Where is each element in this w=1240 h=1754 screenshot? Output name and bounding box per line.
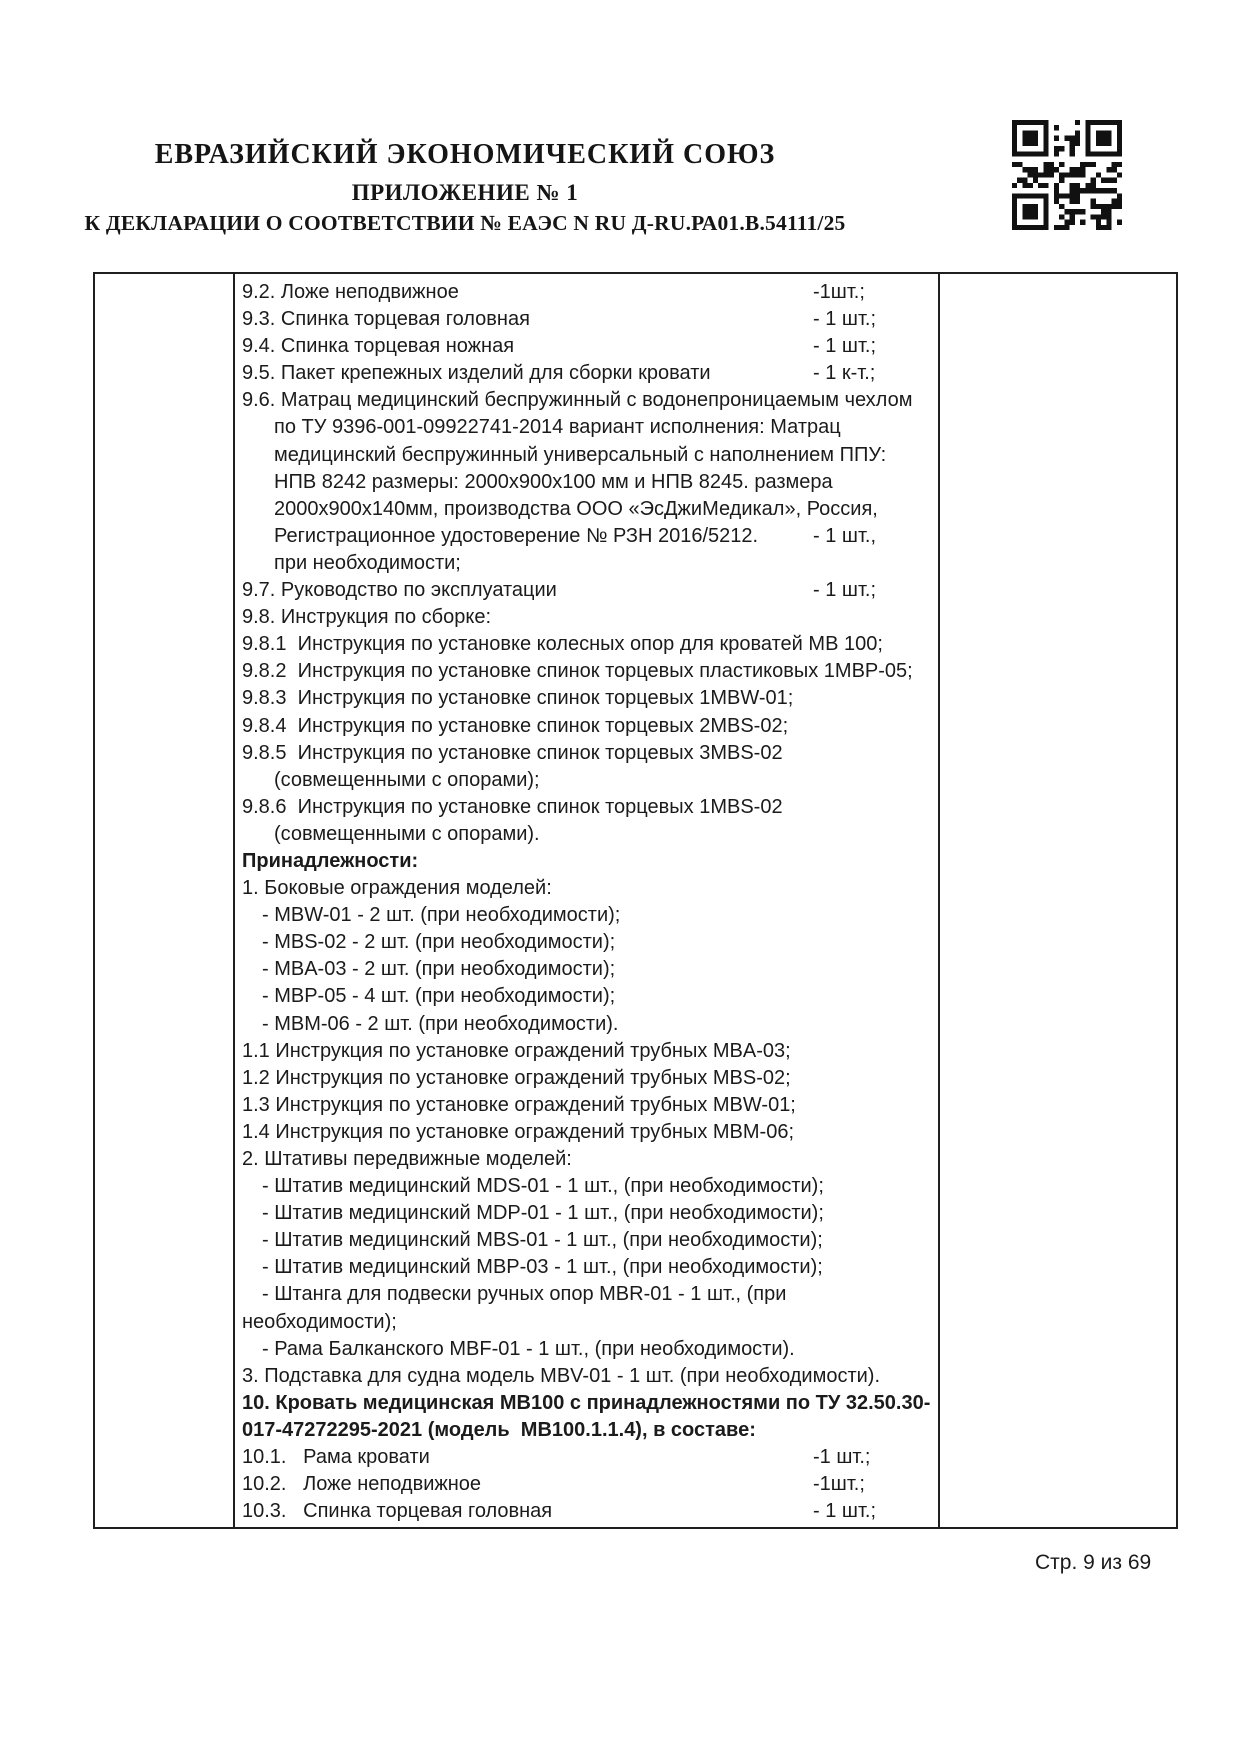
line-text: медицинский беспружинный универсальный с наполнением ППУ: <box>274 443 887 466</box>
table-row <box>235 713 938 740</box>
line-text: 1.1 Инструкция по установке ограждений трубных MBA-03; <box>242 1039 791 1062</box>
table-row <box>235 306 938 333</box>
table-row <box>235 442 938 469</box>
line-text: - Штатив медицинский MBS-01 - 1 шт., (при необходимости); <box>262 1229 823 1252</box>
line-quantity: - 1 шт.; <box>813 335 876 358</box>
line-text: 9.2. Ложе неподвижное <box>242 281 459 303</box>
line-text: 9.3. Спинка торцевая головная <box>242 308 530 331</box>
table-row <box>235 387 938 414</box>
table-column-right-empty <box>938 274 1176 1527</box>
table-row <box>235 767 938 794</box>
table-row <box>235 1065 938 1092</box>
line-text: 1. Боковые ограждения моделей: <box>242 877 552 900</box>
line-text: 9.8.3 Инструкция по установке спинок торцевых 1MBW-01; <box>242 687 794 710</box>
table-row <box>235 658 938 685</box>
line-quantity: - 1 шт.; <box>813 308 876 331</box>
line-text: - MBM-06 - 2 шт. (при необходимости). <box>262 1012 619 1035</box>
table-row <box>235 1146 938 1173</box>
table-row <box>235 1498 938 1525</box>
table-row <box>235 685 938 712</box>
line-quantity: - 1 шт., <box>813 524 876 547</box>
line-quantity: - 1 к-т.; <box>813 362 876 385</box>
line-quantity: -1шт.; <box>813 281 865 303</box>
line-text: при необходимости; <box>274 551 461 574</box>
page-number-label: Стр. 9 из 69 <box>1035 1551 1152 1574</box>
line-text: 9.8. Инструкция по сборке: <box>242 606 492 629</box>
line-text: 9.4. Спинка торцевая ножная <box>242 335 515 358</box>
table-row <box>235 1363 938 1390</box>
line-text: необходимости); <box>242 1310 397 1333</box>
line-text: 9.8.5 Инструкция по установке спинок торцевых 3MBS-02 <box>242 741 783 764</box>
table-row <box>235 1200 938 1227</box>
table-row <box>235 550 938 577</box>
line-text: Регистрационное удостоверение № РЗН 2016/5212. <box>274 524 759 547</box>
table-row <box>235 875 938 902</box>
line-text: 1.4 Инструкция по установке ограждений трубных MBM-06; <box>242 1120 795 1143</box>
line-text: 10.1. Рама кровати <box>242 1446 430 1469</box>
table-row <box>235 1390 938 1417</box>
line-text: - MBW-01 - 2 шт. (при необходимости); <box>262 904 621 927</box>
table-column-left-empty <box>95 274 235 1527</box>
line-text: 10.3. Спинка торцевая головная <box>242 1500 553 1523</box>
line-text: - Штатив медицинский MDP-01 - 1 шт., (при необходимости); <box>262 1202 824 1225</box>
table-row <box>235 794 938 821</box>
line-text: - Штатив медицинский MBP-03 - 1 шт., (при необходимости); <box>262 1256 823 1279</box>
table-row <box>235 577 938 604</box>
table-row <box>235 1092 938 1119</box>
line-text: 1.3 Инструкция по установке ограждений трубных MBW-01; <box>242 1093 796 1116</box>
table-row <box>235 956 938 983</box>
table-row <box>235 1038 938 1065</box>
line-text: - MBP-05 - 4 шт. (при необходимости); <box>262 985 616 1008</box>
line-text: 9.8.2 Инструкция по установке спинок торцевых пластиковых 1МВР-05; <box>242 660 913 683</box>
line-quantity: - 1 шт.; <box>813 579 876 602</box>
line-text: - Рама Балканского MBF-01 - 1 шт., (при необходимости). <box>262 1337 795 1360</box>
table-row <box>235 821 938 848</box>
table-row <box>235 1011 938 1038</box>
line-text: 3. Подставка для судна модель MBV-01 - 1 шт. (при необходимости). <box>242 1364 881 1387</box>
table-content <box>235 274 940 1527</box>
line-text: 9.6. Матрац медицинский беспружинный с водонепроницаемым чехлом <box>242 389 913 412</box>
line-quantity: -1 шт.; <box>813 1446 871 1469</box>
table-row <box>235 1444 938 1471</box>
appendix-subtitle: ПРИЛОЖЕНИЕ № 1 <box>351 180 579 205</box>
table-row <box>235 848 938 875</box>
line-text: - MBA-03 - 2 шт. (при необходимости); <box>262 958 616 981</box>
table-row <box>235 469 938 496</box>
table-row <box>235 740 938 767</box>
line-text: 9.7. Руководство по эксплуатации <box>242 579 557 602</box>
table-row <box>235 1417 938 1444</box>
line-text: (совмещенными с опорами); <box>274 768 540 791</box>
table-row <box>235 523 938 550</box>
line-text: 017-47272295-2021 (модель МВ100.1.1.4), в составе: <box>242 1418 756 1441</box>
line-text: НПВ 8242 размеры: 2000х900х100 мм и НПВ 8245. размера <box>274 470 833 493</box>
table-row <box>235 1119 938 1146</box>
line-text: 9.8.6 Инструкция по установке спинок торцевых 1MBS-02 <box>242 795 783 818</box>
line-text: Принадлежности: <box>242 849 419 872</box>
line-text: 1.2 Инструкция по установке ограждений трубных MBS-02; <box>242 1066 791 1089</box>
page-title: ЕВРАЗИЙСКИЙ ЭКОНОМИЧЕСКИЙ СОЮЗ <box>154 139 776 170</box>
line-text: 10.2. Ложе неподвижное <box>242 1473 482 1496</box>
line-text: 2. Штативы передвижные моделей: <box>242 1148 572 1170</box>
table-row <box>235 1309 938 1336</box>
line-quantity: -1шт.; <box>813 1473 865 1496</box>
qr-code-icon <box>1012 120 1122 230</box>
table-row <box>235 496 938 523</box>
line-text: (совмещенными с опорами). <box>274 822 540 845</box>
table-row <box>235 631 938 658</box>
line-text: 9.8.4 Инструкция по установке спинок торцевых 2MBS-02; <box>242 714 789 737</box>
table-row <box>235 1471 938 1498</box>
table-row <box>235 902 938 929</box>
table-row <box>235 1227 938 1254</box>
table-row <box>235 1254 938 1281</box>
table-row <box>235 279 938 306</box>
table-row <box>235 983 938 1010</box>
line-quantity: - 1 шт.; <box>813 1500 876 1523</box>
line-text: 10. Кровать медицинская МВ100 с принадлежностями по ТУ 32.50.30- <box>242 1391 931 1414</box>
table-row <box>235 1173 938 1200</box>
contents-table <box>93 272 1178 1529</box>
table-row <box>235 333 938 360</box>
line-text: - MBS-02 - 2 шт. (при необходимости); <box>262 931 616 954</box>
table-row <box>235 1336 938 1363</box>
line-text: 2000х900х140мм, производства ООО «ЭсДжиМедикал», Россия, <box>274 497 878 520</box>
line-text: 9.5. Пакет крепежных изделий для сборки кровати <box>242 362 711 385</box>
table-row <box>235 604 938 631</box>
table-row <box>235 414 938 441</box>
table-row <box>235 929 938 956</box>
declaration-number-line: К ДЕКЛАРАЦИИ О СООТВЕТСТВИИ № ЕАЭС N RU Д-RU.РА01.В.54111/25 <box>84 211 846 235</box>
table-row <box>235 360 938 387</box>
line-text: - Штатив медицинский MDS-01 - 1 шт., (при необходимости); <box>262 1175 824 1198</box>
line-text: 9.8.1 Инструкция по установке колесных опор для кроватей МВ 100; <box>242 633 883 656</box>
table-row <box>235 1281 938 1308</box>
line-text: по ТУ 9396-001-09922741-2014 вариант исполнения: Матрац <box>274 416 841 439</box>
line-text: - Штанга для подвески ручных опор MBR-01 - 1 шт., (при <box>262 1283 787 1306</box>
